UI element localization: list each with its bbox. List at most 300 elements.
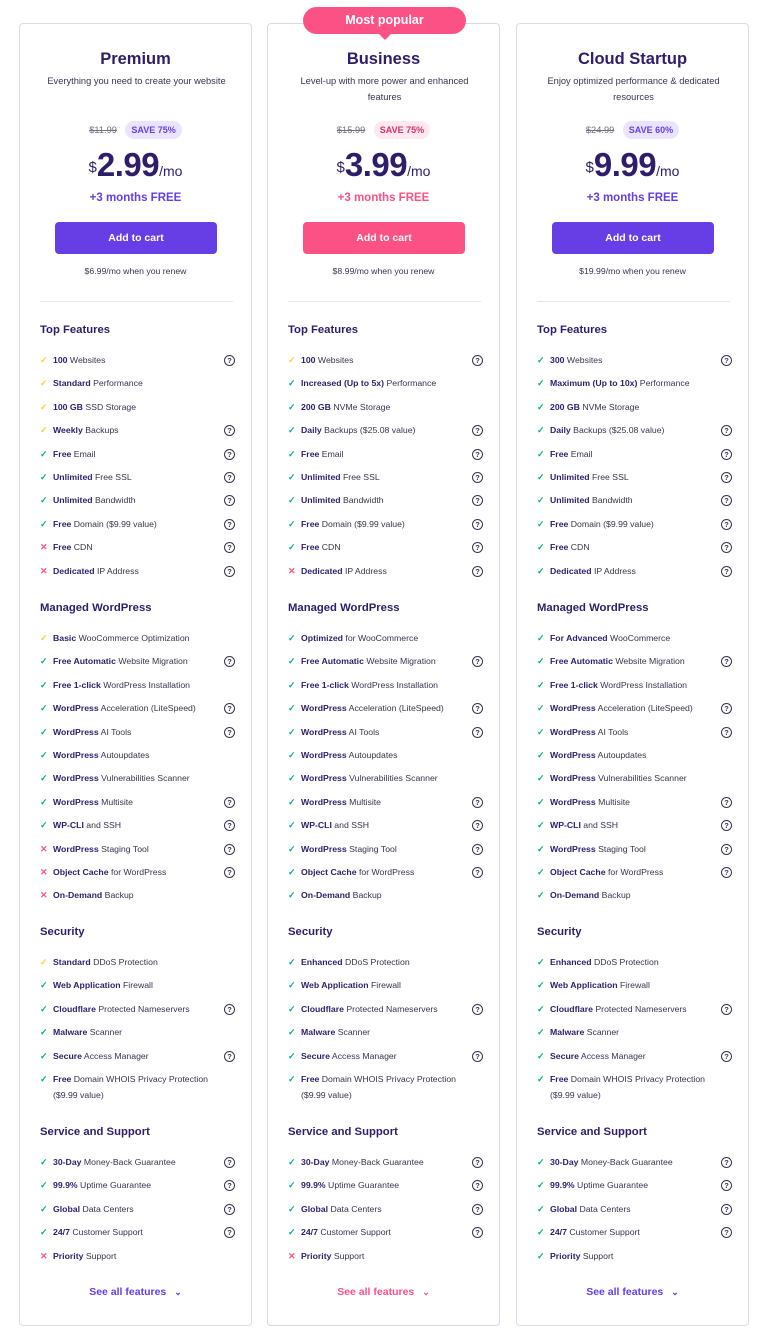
- feature-highlight: Cloudflare: [53, 1003, 96, 1014]
- feature-item: [40, 540, 235, 556]
- feature-rest: for WordPress: [108, 867, 167, 877]
- cross-icon: ✕: [288, 1250, 296, 1261]
- section-title: Service and Support: [40, 1126, 150, 1138]
- feature-text: [288, 1178, 483, 1194]
- feature-highlight: WordPress: [53, 796, 99, 807]
- check-icon: ✓: [288, 957, 296, 967]
- help-icon[interactable]: ?: [224, 1004, 235, 1015]
- feature-text: [537, 353, 732, 369]
- feature-item: [288, 748, 483, 764]
- feature-text: [40, 470, 235, 486]
- help-icon[interactable]: ?: [224, 355, 235, 366]
- feature-rest: Backup: [102, 890, 134, 901]
- help-icon[interactable]: ?: [224, 566, 235, 577]
- check-icon: ✓: [288, 1157, 296, 1167]
- help-icon[interactable]: ?: [472, 566, 483, 577]
- help-icon[interactable]: ?: [472, 355, 483, 366]
- feature-rest: for WordPress: [605, 867, 664, 877]
- price-period: /mo: [656, 163, 680, 179]
- feature-rest: Domain ($9.99 value): [71, 518, 157, 529]
- feature-rest: IP Address: [94, 565, 139, 576]
- help-icon[interactable]: ?: [224, 1227, 235, 1238]
- feature-highlight: Free: [301, 448, 320, 459]
- feature-highlight: Free: [550, 542, 569, 553]
- help-icon[interactable]: ?: [224, 495, 235, 506]
- feature-highlight: 24/7: [550, 1227, 567, 1238]
- feature-rest: Multisite: [595, 796, 630, 807]
- check-icon: ✓: [537, 890, 545, 901]
- check-icon: ✓: [537, 796, 545, 807]
- feature-text: [288, 564, 483, 580]
- feature-text: [40, 865, 235, 881]
- feature-highlight: Free Automatic: [301, 656, 364, 667]
- feature-item: [537, 1002, 732, 1018]
- feature-rest: Data Centers: [577, 1203, 631, 1214]
- check-icon: ✓: [288, 820, 296, 831]
- feature-rest: CDN: [319, 542, 341, 553]
- help-icon[interactable]: ?: [721, 495, 732, 506]
- feature-rest: WooCommerce: [607, 633, 671, 643]
- help-icon[interactable]: ?: [224, 727, 235, 738]
- check-icon: ✓: [288, 843, 296, 854]
- cross-icon: ✕: [40, 542, 48, 553]
- feature-rest: Autoupdates: [346, 750, 398, 760]
- feature-rest: Scanner: [584, 1027, 620, 1038]
- feature-highlight: Global: [301, 1203, 329, 1214]
- feature-highlight: Standard: [53, 378, 91, 389]
- check-icon: ✓: [537, 867, 545, 877]
- feature-rest: Performance: [637, 378, 690, 389]
- check-icon: ✓: [537, 495, 545, 506]
- check-icon: ✓: [537, 957, 545, 967]
- feature-rest: Websites: [564, 355, 603, 365]
- feature-item: [288, 888, 483, 904]
- help-icon[interactable]: ?: [472, 703, 483, 714]
- check-icon: ✓: [40, 750, 48, 760]
- feature-item: [40, 654, 235, 670]
- feature-text: [537, 701, 732, 717]
- feature-highlight: Cloudflare: [301, 1003, 344, 1014]
- check-icon: ✓: [288, 448, 296, 459]
- help-icon[interactable]: ?: [721, 519, 732, 530]
- feature-highlight: WordPress: [301, 796, 347, 807]
- check-icon: ✓: [40, 1203, 48, 1214]
- help-icon[interactable]: ?: [224, 844, 235, 855]
- feature-item: [288, 517, 483, 533]
- help-icon[interactable]: ?: [472, 449, 483, 460]
- check-icon: ✓: [537, 703, 545, 714]
- feature-text: [537, 1155, 732, 1171]
- feature-item: [288, 1178, 483, 1194]
- feature-rest: Customer Support: [69, 1227, 143, 1238]
- check-icon: ✓: [40, 448, 48, 459]
- feature-text: [537, 1002, 732, 1018]
- help-icon[interactable]: ?: [472, 472, 483, 483]
- currency-symbol: $: [88, 159, 97, 176]
- check-icon: ✓: [40, 820, 48, 831]
- cross-icon: ✕: [40, 867, 48, 877]
- feature-item: [288, 795, 483, 811]
- feature-highlight: WordPress: [301, 726, 347, 737]
- check-icon: ✓: [40, 425, 48, 436]
- check-icon: ✓: [40, 1227, 48, 1238]
- feature-highlight: Malware: [301, 1027, 336, 1038]
- feature-rest: Customer Support: [317, 1227, 391, 1238]
- feature-highlight: Free: [53, 1074, 72, 1084]
- check-icon: ✓: [537, 401, 545, 412]
- feature-text: [537, 842, 732, 858]
- check-icon: ✓: [288, 703, 296, 714]
- feature-highlight: On-Demand: [550, 890, 600, 901]
- help-icon[interactable]: ?: [472, 1204, 483, 1215]
- feature-text: [288, 470, 483, 486]
- help-icon[interactable]: ?: [472, 495, 483, 506]
- add-to-cart-button[interactable]: Add to cart: [303, 222, 465, 254]
- feature-item: [288, 818, 483, 834]
- feature-text: [288, 771, 483, 787]
- feature-item: [40, 493, 235, 509]
- help-icon[interactable]: ?: [721, 1180, 732, 1191]
- feature-item: [537, 376, 732, 392]
- help-icon[interactable]: ?: [721, 542, 732, 553]
- feature-text: [288, 517, 483, 533]
- feature-item: [288, 353, 483, 369]
- check-icon: ✓: [537, 843, 545, 854]
- help-icon[interactable]: ?: [721, 820, 732, 831]
- see-all-label: See all features: [586, 1286, 664, 1298]
- renew-price: $6.99/mo when you renew: [84, 266, 187, 276]
- feature-text: [288, 1025, 483, 1041]
- feature-item: [537, 1025, 732, 1041]
- feature-rest: WordPress Installation: [348, 679, 438, 690]
- check-icon: ✓: [40, 1157, 48, 1167]
- feature-item: [537, 423, 732, 439]
- feature-rest: Email: [568, 448, 593, 459]
- feature-text: [537, 540, 732, 556]
- feature-rest: Website Migration: [363, 656, 436, 667]
- feature-rest: Email: [71, 448, 96, 459]
- feature-text: [40, 1049, 235, 1065]
- feature-highlight: 24/7: [301, 1227, 318, 1238]
- feature-highlight: Unlimited: [53, 495, 93, 506]
- feature-text: [537, 771, 732, 787]
- check-icon: ✓: [537, 1203, 545, 1214]
- feature-highlight: Global: [550, 1203, 578, 1214]
- feature-text: [537, 1202, 732, 1218]
- check-icon: ✓: [537, 773, 545, 784]
- help-icon[interactable]: ?: [224, 519, 235, 530]
- feature-text: [40, 493, 235, 509]
- check-icon: ✓: [537, 425, 545, 436]
- see-all-label: See all features: [337, 1286, 415, 1298]
- feature-rest: Firewall: [120, 980, 153, 991]
- feature-item: [537, 678, 732, 694]
- feature-rest: Domain WHOIS Privacy Protection ($9.99 value): [301, 1074, 456, 1100]
- feature-item: [40, 1072, 235, 1103]
- feature-rest: Backups ($25.08 value): [570, 425, 665, 436]
- feature-rest: Backups: [82, 425, 119, 436]
- feature-highlight: Free 1-click: [301, 679, 349, 690]
- check-icon: ✓: [40, 378, 48, 389]
- check-icon: ✓: [288, 1003, 296, 1014]
- price-amount: 9.99: [593, 146, 657, 183]
- help-icon[interactable]: ?: [224, 1051, 235, 1062]
- help-icon[interactable]: ?: [472, 1004, 483, 1015]
- feature-text: [40, 540, 235, 556]
- feature-highlight: Malware: [53, 1027, 88, 1038]
- feature-highlight: Priority: [53, 1250, 84, 1261]
- help-icon[interactable]: ?: [224, 449, 235, 460]
- feature-item: [288, 1155, 483, 1171]
- check-icon: ✓: [537, 1074, 545, 1084]
- feature-item: [288, 447, 483, 463]
- feature-item: [288, 470, 483, 486]
- feature-item: [288, 1002, 483, 1018]
- help-icon[interactable]: ?: [472, 1180, 483, 1191]
- help-icon[interactable]: ?: [721, 1204, 732, 1215]
- feature-rest: Free SSL: [589, 472, 629, 482]
- feature-highlight: Free: [550, 448, 569, 459]
- help-icon[interactable]: ?: [721, 703, 732, 714]
- feature-rest: Firewall: [617, 980, 650, 991]
- feature-item: [288, 400, 483, 416]
- help-icon[interactable]: ?: [472, 519, 483, 530]
- feature-text: [40, 423, 235, 439]
- feature-rest: for WordPress: [356, 867, 415, 877]
- help-icon[interactable]: ?: [472, 1227, 483, 1238]
- feature-text: [288, 493, 483, 509]
- help-icon[interactable]: ?: [224, 797, 235, 808]
- see-all-features-link[interactable]: [268, 1286, 499, 1298]
- feature-item: [40, 376, 235, 392]
- check-icon: ✓: [537, 1227, 545, 1238]
- help-icon[interactable]: ?: [721, 425, 732, 436]
- add-to-cart-button[interactable]: Add to cart: [55, 222, 217, 254]
- feature-text: [40, 654, 235, 670]
- feature-text: [288, 678, 483, 694]
- check-icon: ✓: [288, 679, 296, 690]
- help-icon[interactable]: ?: [224, 820, 235, 831]
- help-icon[interactable]: ?: [224, 472, 235, 483]
- feature-text: [288, 1002, 483, 1018]
- help-icon[interactable]: ?: [721, 844, 732, 855]
- feature-highlight: Dedicated: [53, 565, 95, 576]
- feature-item: [40, 725, 235, 741]
- feature-rest: Backup: [599, 890, 631, 901]
- price-period: /mo: [159, 163, 183, 179]
- plan-description: Level-up with more power and enhanced features: [300, 76, 469, 102]
- feature-item: [40, 842, 235, 858]
- check-icon: ✓: [40, 1074, 48, 1084]
- feature-item: [537, 654, 732, 670]
- feature-item: [537, 517, 732, 533]
- chevron-down-icon: ⌄: [422, 1287, 430, 1297]
- feature-item: [288, 701, 483, 717]
- feature-text: [288, 818, 483, 834]
- help-icon[interactable]: ?: [472, 1051, 483, 1062]
- feature-text: [40, 842, 235, 858]
- help-icon[interactable]: ?: [224, 542, 235, 553]
- feature-rest: Email: [319, 448, 344, 459]
- cross-icon: ✕: [40, 843, 48, 854]
- help-icon[interactable]: ?: [472, 844, 483, 855]
- check-icon: ✓: [40, 495, 48, 506]
- feature-item: [40, 865, 235, 881]
- help-icon[interactable]: ?: [472, 1157, 483, 1168]
- check-icon: ✓: [288, 1227, 296, 1238]
- plan-card-cloud-startup: [516, 23, 749, 1326]
- add-to-cart-button[interactable]: Add to cart: [552, 222, 714, 254]
- feature-item: [40, 1202, 235, 1218]
- plan-description: Everything you need to create your website: [47, 76, 226, 86]
- feature-text: [288, 447, 483, 463]
- feature-rest: Protected Nameservers: [95, 1003, 190, 1014]
- feature-highlight: Web Application: [53, 980, 121, 991]
- help-icon[interactable]: ?: [721, 727, 732, 738]
- feature-text: [288, 376, 483, 392]
- feature-rest: Website Migration: [115, 656, 188, 667]
- feature-text: [40, 447, 235, 463]
- feature-rest: NVMe Storage: [579, 401, 640, 412]
- help-icon[interactable]: ?: [472, 797, 483, 808]
- check-icon: ✓: [537, 378, 545, 389]
- divider: [288, 301, 481, 302]
- feature-highlight: Secure: [550, 1050, 579, 1061]
- feature-highlight: On-Demand: [301, 890, 351, 901]
- feature-item: [288, 1025, 483, 1041]
- feature-rest: IP Address: [591, 565, 636, 576]
- feature-text: [40, 701, 235, 717]
- help-icon[interactable]: ?: [472, 542, 483, 553]
- feature-highlight: Optimized: [301, 633, 343, 643]
- help-icon[interactable]: ?: [721, 472, 732, 483]
- feature-highlight: 100 GB: [53, 401, 83, 412]
- help-icon[interactable]: ?: [472, 727, 483, 738]
- feature-text: [40, 1202, 235, 1218]
- check-icon: ✓: [40, 355, 48, 365]
- feature-item: [40, 955, 235, 971]
- feature-item: [40, 1049, 235, 1065]
- see-all-features-link[interactable]: [20, 1286, 251, 1298]
- check-icon: ✓: [288, 425, 296, 436]
- help-icon[interactable]: ?: [721, 1227, 732, 1238]
- feature-text: [288, 1202, 483, 1218]
- help-icon[interactable]: ?: [224, 703, 235, 714]
- feature-rest: Acceleration (LiteSpeed): [98, 703, 196, 714]
- help-icon[interactable]: ?: [721, 1051, 732, 1062]
- feature-rest: Uptime Guarantee: [77, 1180, 152, 1191]
- help-icon[interactable]: ?: [721, 867, 732, 878]
- feature-text: [40, 795, 235, 811]
- feature-highlight: Maximum (Up to 10x): [550, 378, 638, 389]
- feature-text: [40, 1178, 235, 1194]
- cross-icon: ✕: [40, 890, 48, 901]
- check-icon: ✓: [537, 679, 545, 690]
- help-icon[interactable]: ?: [224, 1204, 235, 1215]
- feature-text: [537, 1178, 732, 1194]
- feature-item: [537, 1178, 732, 1194]
- feature-highlight: Web Application: [550, 980, 618, 991]
- feature-rest: Support: [331, 1250, 365, 1261]
- feature-item: [537, 748, 732, 764]
- feature-text: [288, 353, 483, 369]
- feature-text: [40, 818, 235, 834]
- currency-symbol: $: [336, 159, 345, 176]
- feature-item: [288, 540, 483, 556]
- feature-text: [537, 1049, 732, 1065]
- help-icon[interactable]: ?: [721, 797, 732, 808]
- feature-highlight: WP-CLI: [53, 820, 84, 831]
- feature-rest: Free SSL: [340, 472, 380, 482]
- help-icon[interactable]: ?: [721, 1157, 732, 1168]
- help-icon[interactable]: ?: [721, 1004, 732, 1015]
- feature-highlight: Free 1-click: [53, 679, 101, 690]
- feature-highlight: Object Cache: [550, 867, 606, 877]
- feature-text: [40, 400, 235, 416]
- check-icon: ✓: [537, 472, 545, 482]
- check-icon: ✓: [537, 355, 545, 365]
- help-icon[interactable]: ?: [721, 566, 732, 577]
- plan-card-premium: [19, 23, 252, 1326]
- help-icon[interactable]: ?: [224, 1180, 235, 1191]
- check-icon: ✓: [40, 656, 48, 667]
- help-icon[interactable]: ?: [224, 1157, 235, 1168]
- feature-item: [288, 1072, 483, 1103]
- feature-highlight: Free: [301, 542, 320, 553]
- feature-rest: NVMe Storage: [330, 401, 391, 412]
- feature-highlight: Basic: [53, 633, 77, 643]
- section-title: Top Features: [537, 324, 608, 336]
- feature-rest: Protected Nameservers: [343, 1003, 438, 1014]
- feature-item: [40, 1025, 235, 1041]
- check-icon: ✓: [40, 1003, 48, 1014]
- feature-highlight: Free: [301, 518, 320, 529]
- currency-symbol: $: [585, 159, 594, 176]
- check-icon: ✓: [537, 542, 545, 553]
- check-icon: ✓: [288, 796, 296, 807]
- help-icon[interactable]: ?: [224, 425, 235, 436]
- feature-highlight: 99.9%: [550, 1180, 575, 1191]
- feature-highlight: Priority: [301, 1250, 332, 1261]
- feature-highlight: Free: [550, 518, 569, 529]
- feature-highlight: WordPress: [53, 726, 99, 737]
- section-title: Managed WordPress: [40, 602, 152, 614]
- help-icon[interactable]: ?: [472, 425, 483, 436]
- renew-price: $19.99/mo when you renew: [579, 266, 686, 276]
- feature-item: [288, 376, 483, 392]
- feature-rest: Staging Tool: [98, 843, 149, 854]
- feature-highlight: Enhanced: [550, 957, 592, 967]
- help-icon[interactable]: ?: [224, 867, 235, 878]
- help-icon[interactable]: ?: [721, 656, 732, 667]
- feature-highlight: Object Cache: [53, 867, 109, 877]
- feature-highlight: Unlimited: [53, 472, 93, 482]
- feature-rest: Vulnerabilities Scanner: [595, 773, 687, 784]
- price-row: [268, 121, 499, 143]
- help-icon[interactable]: ?: [721, 355, 732, 366]
- check-icon: ✓: [40, 633, 48, 643]
- feature-text: [40, 771, 235, 787]
- help-icon[interactable]: ?: [721, 449, 732, 460]
- help-icon[interactable]: ?: [472, 820, 483, 831]
- see-all-label: See all features: [89, 1286, 167, 1298]
- help-icon[interactable]: ?: [224, 656, 235, 667]
- see-all-features-link[interactable]: [517, 1286, 748, 1298]
- help-icon[interactable]: ?: [472, 867, 483, 878]
- help-icon[interactable]: ?: [472, 656, 483, 667]
- feature-text: [40, 631, 235, 647]
- feature-highlight: 300: [550, 355, 565, 365]
